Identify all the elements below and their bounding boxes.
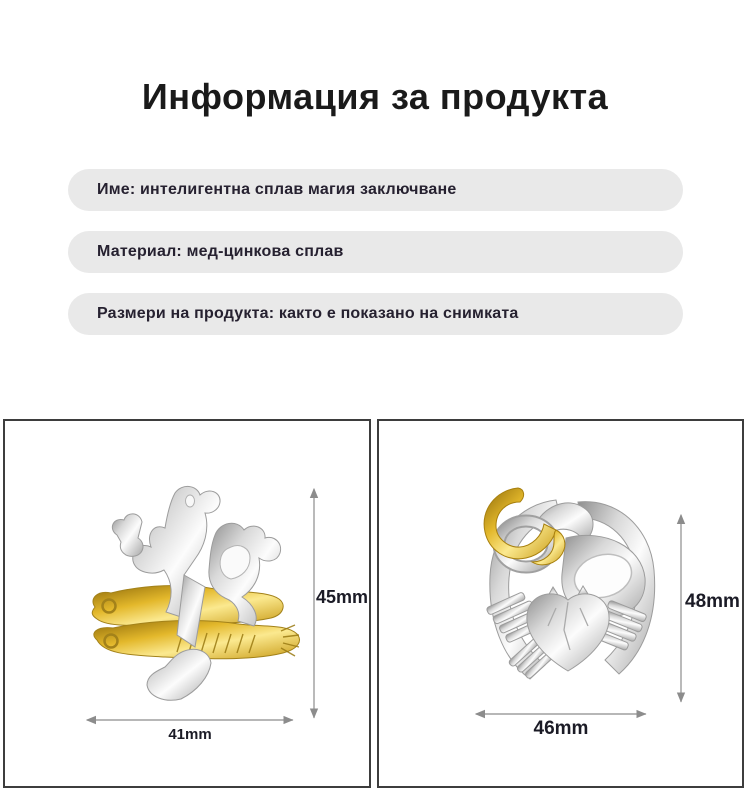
width-dimension-left: 41mm	[168, 726, 212, 743]
product-photo-gold-silver-ring	[85, 485, 305, 722]
spec-list	[68, 169, 683, 355]
spec-item-dimensions	[68, 293, 683, 335]
spec-item-name-label: Име: интелигентна сплав магия заключване	[97, 181, 457, 198]
spec-item-name	[68, 169, 683, 211]
product-photo-silver-heart-ring	[468, 480, 668, 710]
spec-item-material	[68, 231, 683, 273]
height-dimension-left: 45mm	[316, 587, 369, 607]
spec-item-dimensions-label: Размери на продукта: както е показано на снимката	[97, 305, 519, 322]
spec-item-material-label: Материал: мед-цинкова сплав	[97, 243, 344, 260]
product-photo-panel-right	[377, 419, 744, 788]
product-photo-panel-left	[3, 419, 371, 788]
page-title: Информация за продукта	[141, 76, 609, 117]
height-dimension-right: 48mm	[685, 591, 740, 612]
width-dimension-right: 46mm	[533, 718, 589, 739]
